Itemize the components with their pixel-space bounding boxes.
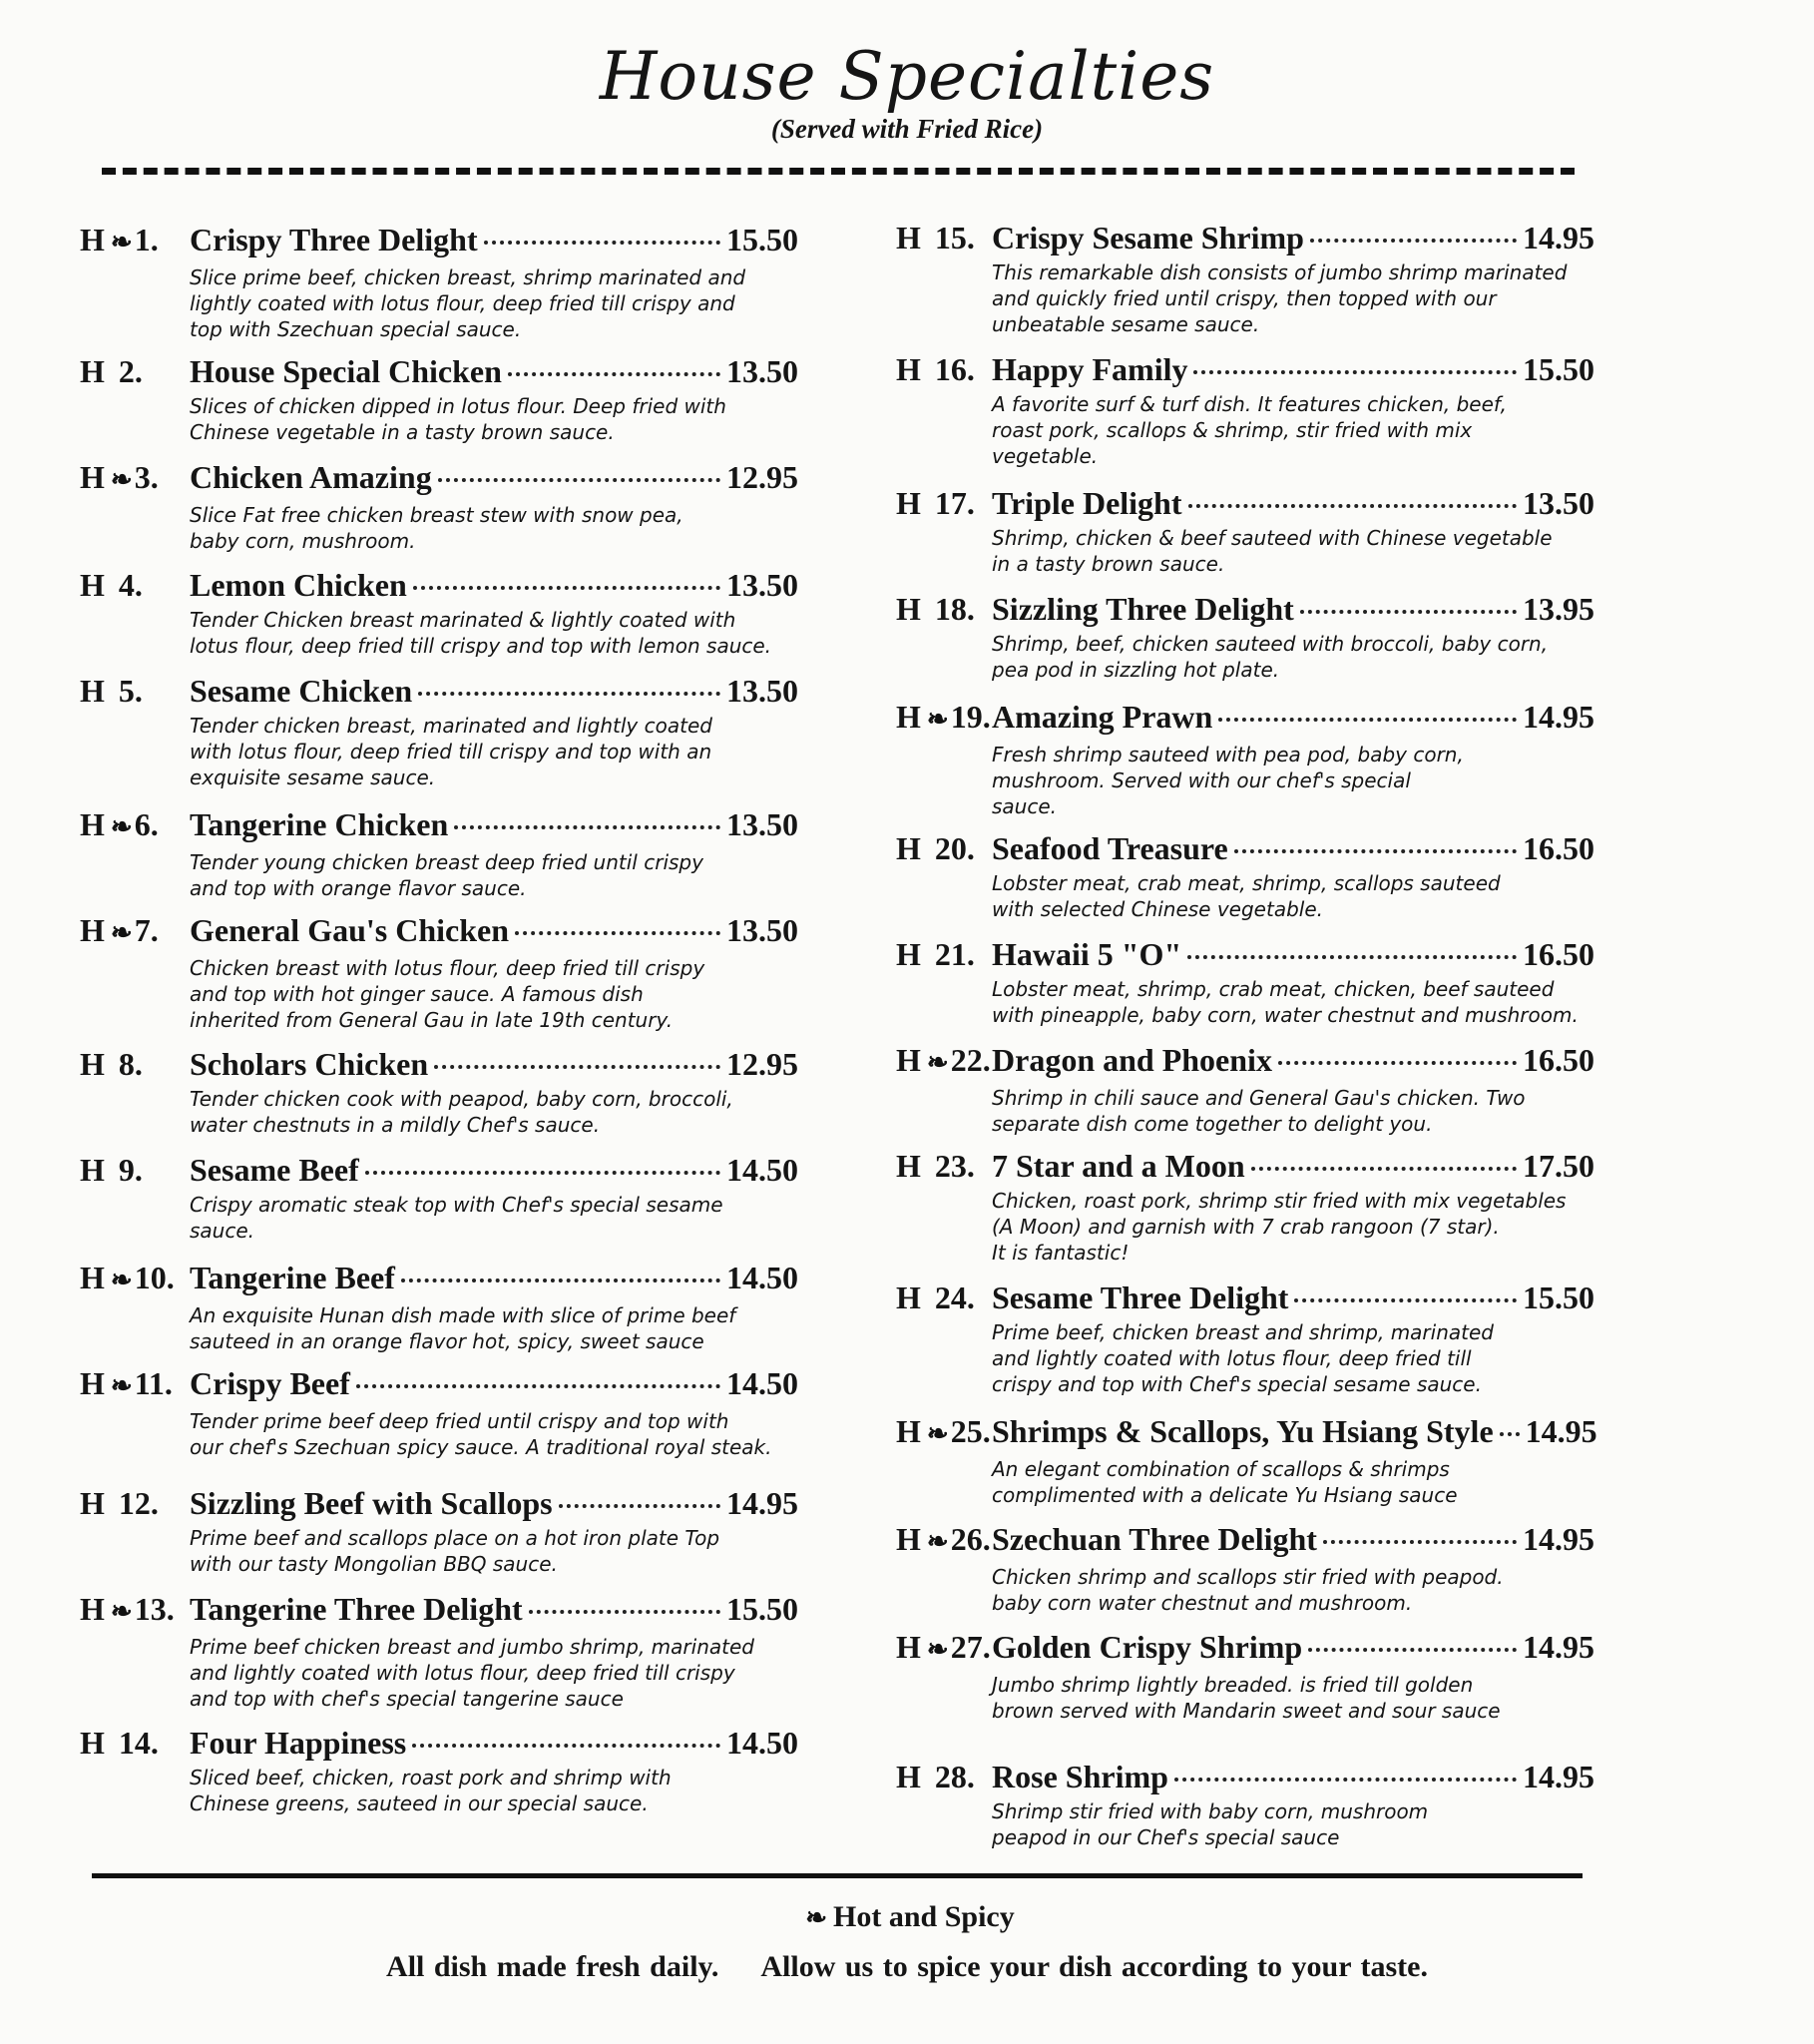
- item-name: Sizzling Beef with Scallops: [190, 1485, 553, 1521]
- item-code: [896, 1629, 992, 1668]
- item-number: 21.: [934, 936, 975, 972]
- item-description: An exquisite Hunan dish made with slice of prime beef sauteed in an orange flavor hot, spicy, sweet sauce: [190, 1303, 736, 1353]
- dot-leader: [1218, 718, 1517, 722]
- item-number: 6.: [134, 806, 159, 842]
- item-price: 15.50: [1523, 351, 1594, 387]
- item-name: Sesame Beef: [190, 1152, 359, 1188]
- chili-pepper-icon: ❧: [110, 1371, 133, 1400]
- item-description: This remarkable dish consists of jumbo shrimp marinated and quickly fried until crispy, then topped with our unbeatable sesame sauce.: [992, 260, 1568, 336]
- item-prefix: H: [80, 673, 105, 709]
- item-prefix: H: [896, 1042, 921, 1078]
- menu-item-header: [896, 1413, 1597, 1452]
- dot-leader: [1174, 1778, 1517, 1782]
- menu-item: [80, 912, 798, 1033]
- dot-leader: [1187, 955, 1517, 959]
- item-name: Crispy Beef: [190, 1365, 350, 1401]
- menu-item-header: [80, 673, 798, 709]
- item-name: Four Happiness: [190, 1725, 407, 1761]
- dot-leader: [484, 241, 720, 245]
- dot-leader: [1234, 849, 1517, 853]
- item-code: [896, 220, 992, 256]
- item-prefix: H: [80, 912, 105, 948]
- item-number: 24.: [934, 1279, 975, 1315]
- item-name: Szechuan Three Delight: [992, 1521, 1317, 1557]
- item-number: 28.: [934, 1759, 975, 1794]
- item-price: 13.95: [1523, 591, 1594, 627]
- item-code: [80, 1725, 190, 1761]
- dot-leader: [515, 931, 720, 935]
- menu-item-header: [896, 830, 1594, 866]
- item-code: [896, 699, 992, 738]
- menu-item: [896, 351, 1594, 469]
- item-name: 7 Star and a Moon: [992, 1148, 1245, 1184]
- item-price: 14.95: [726, 1485, 798, 1521]
- item-price: 12.95: [726, 1046, 798, 1082]
- dot-leader: [413, 586, 720, 590]
- menu-item: [80, 1365, 798, 1460]
- item-code: [896, 1279, 992, 1315]
- item-description: Prime beef and scallops place on a hot iron plate Top with our tasty Mongolian BBQ sauce.: [190, 1526, 720, 1576]
- menu-item-header: [80, 912, 798, 951]
- menu-item: [80, 806, 798, 901]
- item-price: 17.50: [1523, 1148, 1594, 1184]
- item-code: [80, 1365, 190, 1404]
- item-number: 26.: [950, 1521, 991, 1557]
- item-price: 14.50: [726, 1260, 798, 1295]
- item-code: [80, 806, 190, 845]
- item-price: 13.50: [726, 673, 798, 709]
- item-code: [896, 936, 992, 972]
- item-description: Chicken breast with lotus flour, deep fried till crispy and top with hot ginger sauce. A famous dish inherited from General Gau in late 19th century.: [190, 956, 705, 1032]
- menu-item-header: [80, 353, 798, 389]
- item-description: Tender chicken cook with peapod, baby corn, broccoli, water chestnuts in a mildly Chef's sauce.: [190, 1087, 733, 1137]
- item-prefix: H: [896, 936, 921, 972]
- dot-leader: [412, 1744, 720, 1748]
- item-name: Tangerine Three Delight: [190, 1591, 523, 1627]
- item-description: Slices of chicken dipped in lotus flour. Deep fried with Chinese vegetable in a tasty brown sauce.: [190, 394, 726, 444]
- item-description: Slice prime beef, chicken breast, shrimp marinated and lightly coated with lotus flour, deep fried till crispy and top with Szechuan special sauce.: [190, 265, 746, 341]
- menu-item-header: [896, 1279, 1594, 1315]
- item-description: Shrimp in chili sauce and General Gau's chicken. Two separate dish come together to delight you.: [992, 1086, 1526, 1136]
- item-name: Lemon Chicken: [190, 567, 407, 603]
- item-prefix: H: [80, 1591, 105, 1627]
- item-prefix: H: [80, 806, 105, 842]
- item-name: Tangerine Beef: [190, 1260, 395, 1295]
- menu-item-header: [896, 351, 1594, 387]
- item-price: 13.50: [726, 912, 798, 948]
- item-description: Shrimp stir fried with baby corn, mushroom peapod in our Chef's special sauce: [992, 1799, 1429, 1849]
- menu-item: [896, 591, 1594, 683]
- menu-item-header: [896, 1521, 1594, 1560]
- item-description: Sliced beef, chicken, roast pork and shrimp with Chinese greens, sauteed in our special sauce.: [190, 1766, 672, 1815]
- item-name: Sesame Three Delight: [992, 1279, 1289, 1315]
- item-description: A favorite surf & turf dish. It features chicken, beef, roast pork, scallops & shrimp, stir fried with mix vegetable.: [992, 392, 1507, 468]
- menu-item: [80, 222, 798, 342]
- dot-leader: [559, 1504, 720, 1508]
- menu-item-header: [896, 936, 1594, 972]
- item-code: [896, 485, 992, 521]
- item-prefix: H: [80, 222, 105, 257]
- item-name: Tangerine Chicken: [190, 806, 449, 842]
- menu-item: [80, 567, 798, 659]
- page-title: House Specialties: [599, 38, 1215, 115]
- item-name: Sesame Chicken: [190, 673, 413, 709]
- item-description: Tender prime beef deep fried until crispy and top with our chef's Szechuan spicy sauce. A traditional royal steak.: [190, 1409, 772, 1459]
- item-code: [80, 1046, 190, 1082]
- dot-leader: [1500, 1432, 1520, 1436]
- menu-item-header: [896, 591, 1594, 627]
- item-number: 5.: [118, 673, 143, 709]
- item-description: Lobster meat, shrimp, crab meat, chicken, beef sauteed with pineapple, baby corn, water chestnut and mushroom.: [992, 977, 1579, 1027]
- item-name: Golden Crispy Shrimp: [992, 1629, 1303, 1665]
- item-code: [80, 459, 190, 498]
- footer-note: [0, 1950, 1814, 1984]
- item-description: Prime beef chicken breast and jumbo shrimp, marinated and lightly coated with lotus flour, deep fried till crispy and top with chef's special tangerine sauce: [190, 1635, 754, 1711]
- dot-leader: [401, 1278, 720, 1282]
- menu-item: [896, 220, 1594, 337]
- dot-leader: [1294, 1298, 1517, 1302]
- item-description: Fresh shrimp sauteed with pea pod, baby corn, mushroom. Served with our chef's special sauce.: [992, 743, 1464, 818]
- menu-item: [896, 1279, 1594, 1397]
- item-number: 1.: [134, 222, 159, 257]
- item-price: 13.50: [726, 353, 798, 389]
- item-prefix: H: [80, 1485, 105, 1521]
- menu-item-header: [896, 1629, 1594, 1668]
- item-code: [80, 567, 190, 603]
- item-price: 14.95: [1525, 1413, 1597, 1449]
- item-price: 16.50: [1523, 830, 1594, 866]
- item-price: 14.50: [726, 1365, 798, 1401]
- item-number: 13.: [134, 1591, 175, 1627]
- item-prefix: H: [896, 485, 921, 521]
- item-description: Prime beef, chicken breast and shrimp, marinated and lightly coated with lotus flour, deep fried till crispy and top with Chef's special sesame sauce.: [992, 1320, 1494, 1396]
- menu-item: [80, 673, 798, 790]
- page-subtitle: (Served with Fried Rice): [770, 114, 1044, 144]
- item-code: [80, 673, 190, 709]
- chili-pepper-icon: ❧: [926, 1635, 949, 1664]
- item-name: Happy Family: [992, 351, 1188, 387]
- item-description: Jumbo shrimp lightly breaded. is fried till golden brown served with Mandarin sweet and sour sauce: [992, 1673, 1501, 1723]
- solid-divider: [92, 1873, 1583, 1878]
- menu-item-header: [80, 806, 798, 845]
- dot-leader: [508, 372, 720, 376]
- item-code: [896, 351, 992, 387]
- item-number: 9.: [118, 1152, 143, 1188]
- item-number: 25.: [950, 1413, 991, 1449]
- menu-item: [896, 1759, 1594, 1850]
- chili-pepper-icon: ❧: [926, 1527, 949, 1556]
- item-prefix: H: [80, 567, 105, 603]
- item-description: Chicken, roast pork, shrimp stir fried with mix vegetables (A Moon) and garnish with 7 crab rangoon (7 star). It is fantastic!: [992, 1189, 1567, 1265]
- menu-item-header: [80, 1152, 798, 1188]
- menu-item-header: [80, 222, 798, 260]
- menu-item-header: [896, 699, 1594, 738]
- chili-pepper-icon: ❧: [110, 1266, 133, 1294]
- item-price: 14.50: [726, 1725, 798, 1761]
- item-number: 16.: [934, 351, 975, 387]
- menu-item: [896, 830, 1594, 922]
- item-number: 20.: [934, 830, 975, 866]
- item-price: 16.50: [1523, 1042, 1594, 1078]
- dot-leader: [529, 1610, 720, 1614]
- item-price: 13.50: [1523, 485, 1594, 521]
- chili-pepper-icon: ❧: [110, 1597, 133, 1626]
- item-prefix: H: [896, 351, 921, 387]
- item-name: Amazing Prawn: [992, 699, 1213, 735]
- item-description: Slice Fat free chicken breast stew with snow pea, baby corn, mushroom.: [190, 503, 683, 553]
- item-number: 4.: [118, 567, 143, 603]
- item-number: 18.: [934, 591, 975, 627]
- menu-item-header: [80, 1725, 798, 1761]
- menu-item: [80, 1046, 798, 1138]
- menu-item-header: [80, 1260, 798, 1298]
- menu-item: [896, 1148, 1594, 1266]
- chili-pepper-icon: ❧: [110, 228, 133, 256]
- item-prefix: H: [80, 1365, 105, 1401]
- menu-item: [896, 1413, 1597, 1508]
- menu-item: [896, 936, 1594, 1028]
- menu-item-header: [80, 567, 798, 603]
- item-number: 23.: [934, 1148, 975, 1184]
- item-description: Tender Chicken breast marinated & lightly coated with lotus flour, deep fried till crispy and top with lemon sauce.: [190, 608, 772, 658]
- chili-pepper-icon: ❧: [805, 1903, 828, 1932]
- dot-leader: [1251, 1167, 1517, 1171]
- chili-pepper-icon: ❧: [926, 1419, 949, 1448]
- item-price: 14.95: [1523, 1521, 1594, 1557]
- item-code: [896, 1521, 992, 1560]
- item-code: [896, 830, 992, 866]
- menu-item-header: [80, 1485, 798, 1521]
- menu-item: [80, 1725, 798, 1816]
- item-number: 8.: [118, 1046, 143, 1082]
- menu-item: [896, 1042, 1594, 1137]
- dot-leader: [356, 1384, 720, 1388]
- item-code: [80, 1591, 190, 1630]
- item-code: [80, 912, 190, 951]
- item-name: Sizzling Three Delight: [992, 591, 1294, 627]
- item-number: 19.: [950, 699, 991, 735]
- item-number: 10.: [134, 1260, 175, 1295]
- item-name: General Gau's Chicken: [190, 912, 510, 948]
- item-name: Seafood Treasure: [992, 830, 1228, 866]
- item-price: 14.95: [1523, 699, 1594, 735]
- item-name: Crispy Sesame Shrimp: [992, 220, 1304, 256]
- chili-pepper-icon: ❧: [110, 465, 133, 494]
- item-prefix: H: [80, 1260, 105, 1295]
- item-code: [896, 1148, 992, 1184]
- item-number: 2.: [118, 353, 143, 389]
- menu-item: [896, 1521, 1594, 1616]
- item-description: Tender young chicken breast deep fried until crispy and top with orange flavor sauce.: [190, 850, 703, 900]
- item-prefix: H: [896, 220, 921, 256]
- menu-item-header: [896, 1042, 1594, 1081]
- menu-item: [80, 459, 798, 554]
- dot-leader: [434, 1065, 720, 1069]
- item-price: 14.95: [1523, 1759, 1594, 1794]
- item-code: [80, 1260, 190, 1298]
- item-prefix: H: [80, 353, 105, 389]
- item-name: Shrimps & Scallops, Yu Hsiang Style: [992, 1413, 1494, 1449]
- item-price: 16.50: [1523, 936, 1594, 972]
- item-number: 17.: [934, 485, 975, 521]
- item-prefix: H: [896, 699, 921, 735]
- chili-pepper-icon: ❧: [926, 705, 949, 734]
- menu-item-header: [896, 485, 1594, 521]
- spicy-legend: [0, 1900, 1814, 1934]
- menu-item: [896, 485, 1594, 577]
- item-prefix: H: [896, 830, 921, 866]
- menu-item: [80, 1152, 798, 1244]
- menu-item-header: [896, 220, 1594, 256]
- item-price: 15.50: [726, 1591, 798, 1627]
- item-description: Chicken shrimp and scallops stir fried with peapod. baby corn water chestnut and mushroom.: [992, 1565, 1504, 1615]
- item-price: 15.50: [1523, 1279, 1594, 1315]
- item-name: Rose Shrimp: [992, 1759, 1168, 1794]
- item-prefix: H: [896, 1148, 921, 1184]
- item-price: 14.95: [1523, 220, 1594, 256]
- item-prefix: H: [896, 1279, 921, 1315]
- item-prefix: H: [896, 1413, 921, 1449]
- menu-item-header: [80, 459, 798, 498]
- item-description: Lobster meat, crab meat, shrimp, scallops sauteed with selected Chinese vegetable.: [992, 871, 1501, 921]
- chili-pepper-icon: ❧: [110, 812, 133, 841]
- menu-item: [80, 353, 798, 445]
- item-prefix: H: [896, 591, 921, 627]
- item-number: 22.: [950, 1042, 991, 1078]
- dot-leader: [1193, 370, 1517, 374]
- menu-item-header: [80, 1365, 798, 1404]
- menu-item: [80, 1260, 798, 1354]
- item-name: Triple Delight: [992, 485, 1182, 521]
- item-number: 15.: [934, 220, 975, 256]
- menu-item-header: [80, 1046, 798, 1082]
- dashed-divider: [102, 168, 1575, 175]
- item-prefix: H: [80, 1725, 105, 1761]
- item-price: 13.50: [726, 806, 798, 842]
- item-code: [80, 1485, 190, 1521]
- item-number: 27.: [950, 1629, 991, 1665]
- item-number: 7.: [134, 912, 159, 948]
- item-prefix: H: [896, 1521, 921, 1557]
- item-prefix: H: [80, 1046, 105, 1082]
- menu-item: [80, 1485, 798, 1577]
- footer-spice-note: Allow us to spice your dish according to your taste.: [760, 1950, 1428, 1983]
- dot-leader: [418, 692, 720, 696]
- dot-leader: [1308, 1648, 1517, 1652]
- menu-item-header: [80, 1591, 798, 1630]
- chili-pepper-icon: ❧: [110, 918, 133, 947]
- item-code: [80, 1152, 190, 1188]
- dot-leader: [1300, 610, 1517, 614]
- item-name: Dragon and Phoenix: [992, 1042, 1272, 1078]
- item-code: [80, 222, 190, 260]
- item-code: [896, 1413, 992, 1452]
- item-name: House Special Chicken: [190, 353, 502, 389]
- item-description: Tender chicken breast, marinated and lightly coated with lotus flour, deep fried till crispy and top with an exquisite sesame sauce.: [190, 714, 712, 789]
- dot-leader: [1278, 1061, 1517, 1065]
- dot-leader: [365, 1171, 720, 1175]
- item-description: Crispy aromatic steak top with Chef's special sesame sauce.: [190, 1193, 723, 1243]
- item-name: Scholars Chicken: [190, 1046, 429, 1082]
- item-number: 3.: [134, 459, 159, 495]
- dot-leader: [1188, 504, 1518, 508]
- menu-item: [896, 1629, 1594, 1724]
- item-prefix: H: [80, 459, 105, 495]
- dot-leader: [1323, 1540, 1517, 1544]
- item-code: [80, 353, 190, 389]
- item-prefix: H: [896, 1759, 921, 1794]
- item-price: 14.50: [726, 1152, 798, 1188]
- item-number: 12.: [118, 1485, 159, 1521]
- item-description: Shrimp, chicken & beef sauteed with Chinese vegetable in a tasty brown sauce.: [992, 526, 1553, 576]
- footer-fresh-note: All dish made fresh daily.: [386, 1950, 719, 1983]
- item-name: Hawaii 5 "O": [992, 936, 1182, 972]
- dot-leader: [438, 478, 720, 482]
- item-number: 14.: [118, 1725, 159, 1761]
- item-code: [896, 591, 992, 627]
- menu-item: [896, 699, 1594, 819]
- item-price: 12.95: [726, 459, 798, 495]
- item-description: Shrimp, beef, chicken sauteed with broccoli, baby corn, pea pod in sizzling hot plate.: [992, 632, 1549, 682]
- item-prefix: H: [80, 1152, 105, 1188]
- menu-item-header: [896, 1759, 1594, 1794]
- dot-leader: [1310, 239, 1517, 243]
- item-number: 11.: [134, 1365, 173, 1401]
- item-name: Chicken Amazing: [190, 459, 432, 495]
- menu-item: [80, 1591, 798, 1712]
- item-price: 13.50: [726, 567, 798, 603]
- item-name: Crispy Three Delight: [190, 222, 478, 257]
- dot-leader: [454, 825, 720, 829]
- item-code: [896, 1759, 992, 1794]
- item-description: An elegant combination of scallops & shrimps complimented with a delicate Yu Hsiang sauce: [992, 1457, 1458, 1507]
- item-price: 14.95: [1523, 1629, 1594, 1665]
- chili-pepper-icon: ❧: [926, 1048, 949, 1077]
- item-prefix: H: [896, 1629, 921, 1665]
- legend-label: Hot and Spicy: [833, 1900, 1015, 1933]
- item-code: [896, 1042, 992, 1081]
- menu-item-header: [896, 1148, 1594, 1184]
- item-price: 15.50: [726, 222, 798, 257]
